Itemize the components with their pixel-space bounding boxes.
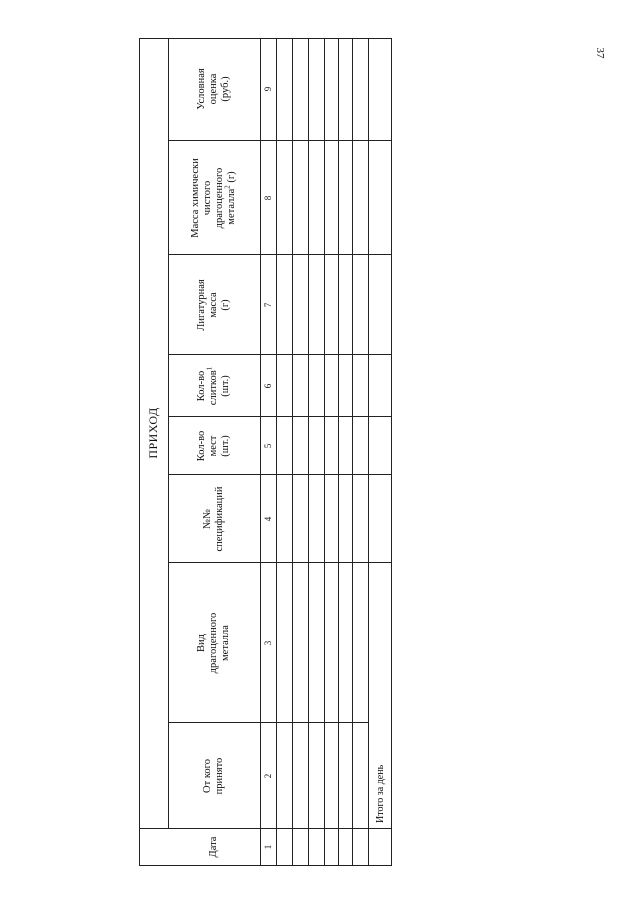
column-number-8: 8 [262, 195, 273, 201]
header-conditional-value: Условная оценка (руб.) [195, 68, 232, 110]
column-line [168, 140, 392, 141]
header-specifications: №№ спецификаций [201, 486, 225, 552]
row-line [324, 38, 325, 865]
column-number-3: 3 [262, 640, 273, 646]
footnote-2: 2 [223, 185, 232, 189]
receipt-table-wrapper [139, 38, 392, 866]
column-number-9: 9 [262, 86, 273, 92]
column-number-1: 1 [262, 844, 273, 850]
header-ligature-mass: Лигатурная масса (г) [195, 279, 232, 331]
column-number-4: 4 [262, 516, 273, 522]
column-line [168, 722, 368, 723]
table-title: ПРИХОД [146, 407, 161, 459]
column-line [168, 562, 392, 563]
row-line [308, 38, 309, 865]
column-line [168, 474, 392, 475]
header-pure-metal-mass [168, 141, 260, 255]
page-number: 37 [594, 47, 606, 59]
header-from-whom: От кого принято [201, 757, 225, 795]
row-line [292, 38, 293, 865]
column-number-7: 7 [262, 302, 273, 308]
column-line [140, 828, 392, 829]
header-date: Дата [207, 836, 219, 858]
column-line [168, 254, 392, 255]
header-ingots-label: Кол-во слитков [195, 370, 219, 406]
row-line [338, 38, 339, 865]
header-metal-type: Вид драгоценного металла [195, 612, 232, 674]
column-number-5: 5 [262, 443, 273, 449]
receipt-table [139, 38, 392, 866]
total-label: Итого за день [374, 764, 386, 823]
header-ingots-tail: (шт.) [220, 375, 232, 397]
header-places-count: Кол-во мест (шт.) [195, 430, 232, 462]
footnote-1: 1 [205, 366, 214, 371]
row-line [276, 38, 277, 865]
column-line [168, 416, 392, 417]
header-pure-mass-label: Масса химически чистого драгоценного металла [189, 158, 238, 238]
column-number-6: 6 [262, 383, 273, 389]
header-ingots-count [168, 355, 260, 417]
column-number-2: 2 [262, 773, 273, 779]
row-line [352, 38, 353, 865]
column-line [168, 354, 392, 355]
header-pure-mass-tail: (г) [226, 171, 238, 186]
